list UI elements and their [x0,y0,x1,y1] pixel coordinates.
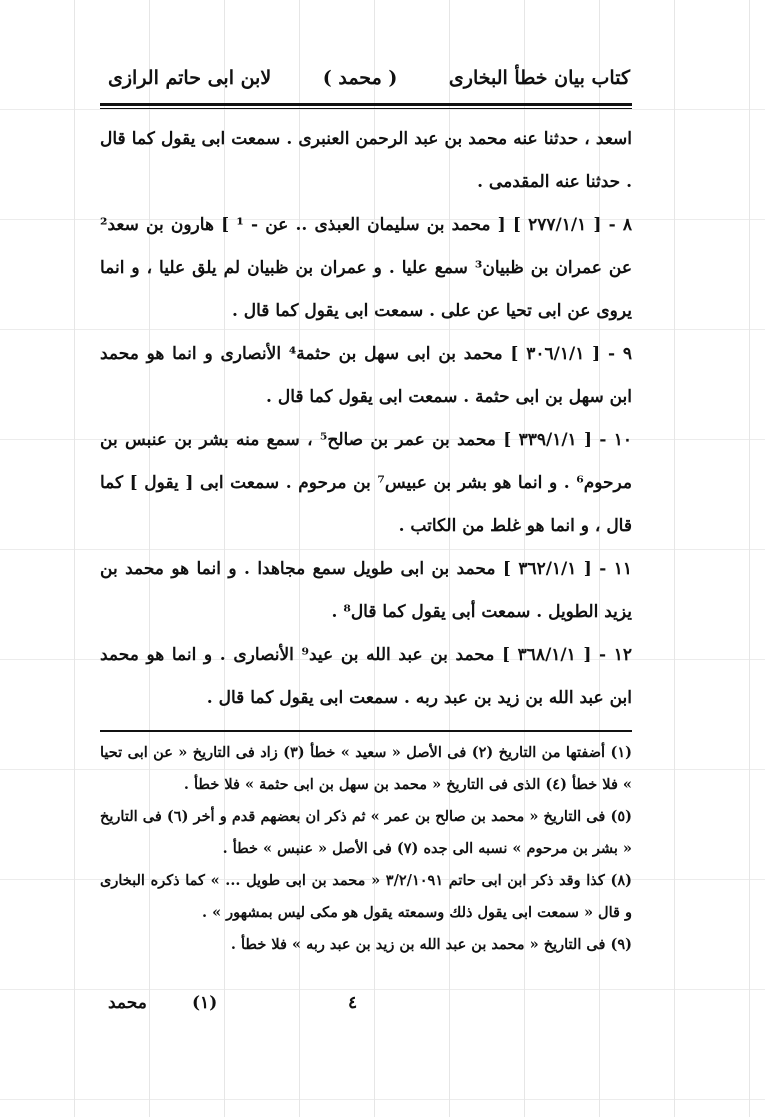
signature-mark: (١) [192,993,218,1013]
footnote-line: (٨) كذا وقد ذكر ابن ابى حاتم ٣/٢/١٠٩١ « محمد بن ابى طويل ... » كما ذكره البخارى و قال « سمعت ابى يقول ذلك وسمعته يقول هو مكى ليس بمشهور » . [100,872,632,921]
footnote-line: (٥) فى التاريخ « محمد بن صالح بن عمر » ثم ذكر ان بعضهم قدم و أخر (٦) فى التاريخ « بشر بن مرحوم » نسبه الى جده (٧) فى الأصل « عنبس » خطأ . [100,808,632,857]
main-text [100,118,632,720]
catchword: محمد [108,993,147,1013]
book-title: كتاب بيان خطأ البخارى [448,67,630,89]
entry-11: ١١ - [ ٣٦٢/١/١ ] محمد بن ابى طويل سمع مجاهدا . و انما هو محمد بن يزيد الطويل . سمعت أبى يقول كما قال⁸ . [100,559,632,622]
entry-8: ٨ - [ ٢٧٧/١/١ ] [ محمد بن سليمان العبذى .. عن - ¹ ] هارون بن سعد² عن عمران بن ظبيان³ سمع عليا . و عمران بن ظبيان لم يلق عليا ، و انما يروى عن ابى تحيا عن على . سمعت ابى يقول كما قال . [100,215,633,321]
footnote-rule [100,730,632,732]
header-rule-thick [100,103,632,106]
footnote-line: (١) أضفتها من التاريخ (٢) فى الأصل « سعيد » خطأ (٣) زاد فى التاريخ « عن ابى تحيا » فلا خطأ (٤) الذى فى التاريخ « محمد بن سهل بن ابى حثمة » فلا خطأ . [100,744,633,793]
running-header [108,58,630,98]
page-number: ٤ [348,993,358,1013]
footnote-line: (٩) فى التاريخ « محمد بن عبد الله بن زيد بن عبد ربه » فلا خطأ . [230,936,632,953]
paragraph: اسعد ، حدثنا عنه محمد بن عبد الرحمن العنبرى . سمعت ابى يقول كما قال . حدثنا عنه المقدمى . [100,129,632,192]
entry-12: ١٢ - [ ٣٦٨/١/١ ] محمد بن عبد الله بن عيد⁹ الأنصارى . و انما هو محمد ابن عبد الله بن زيد بن عبد ربه . سمعت ابى يقول كما قال . [100,645,633,708]
entry-9: ٩ - [ ٣٠٦/١/١ ] محمد بن ابى سهل بن حثمة⁴ الأنصارى و انما هو محمد ابن سهل بن ابى حثمة . سمعت ابى يقول كما قال . [100,344,632,407]
author-name: لابن ابى حاتم الرازى [108,67,272,89]
page-footer [100,993,632,1029]
section-label: ( محمد ) [322,67,398,89]
header-rule-thin [100,108,632,109]
footnotes [100,737,632,961]
entry-10: ١٠ - [ ٣٣٩/١/١ ] محمد بن عمر بن صالح⁵ ، سمع منه بشر بن عنبس بن مرحوم⁶ . و انما هو بشر بن عبيس⁷ بن مرحوم . سمعت ابى [ يقول ] كما قال ، و انما هو غلط من الكاتب . [100,430,632,536]
